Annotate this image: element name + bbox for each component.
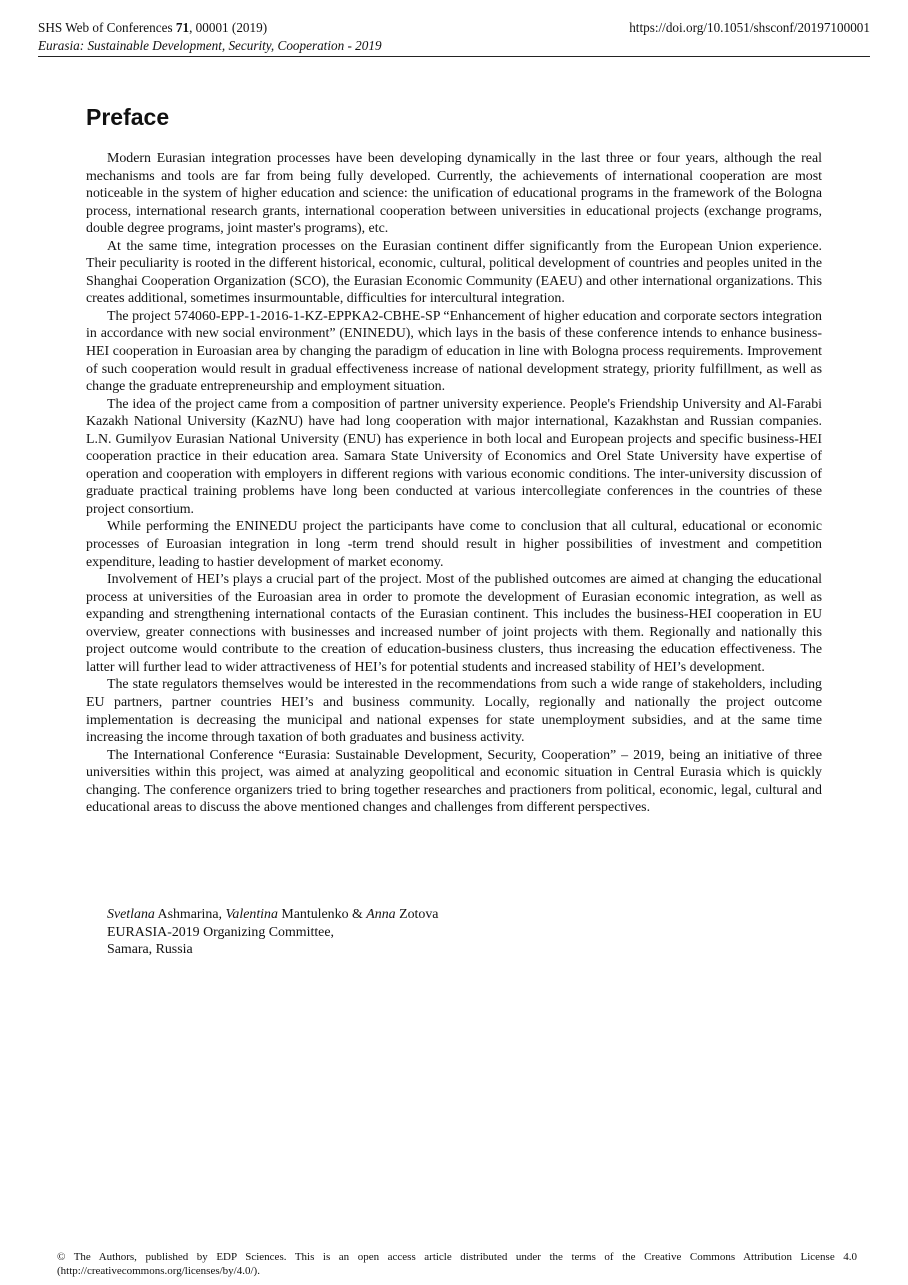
header-top-row: [38, 19, 870, 37]
paragraph: While performing the ENINEDU project the participants have come to conclusion that all cultural, educational or economic processes of Euroasian integration in long -term trend should result in higher possibilities of investment and competition expenditure, leading to hastier development of market economy.: [86, 519, 822, 570]
license-footer: © The Authors, published by EDP Sciences. This is an open access article distributed under the terms of the Creative Commons Attribution License 4.0 (http://creativecommons.org/licenses/by/4.0/).: [57, 1251, 857, 1277]
paragraph: The project 574060-EPP-1-2016-1-KZ-EPPKA2-CBHE-SP “Enhancement of higher education and corporate sectors integration in accordance with new social environment” (ENINEDU), which lays in the basis of these conference intends to enhance business-HEI cooperation in Euroasian area by changing the paradigm of education in line with Bologna process requirements. Improvement of such cooperation would result in gradual effectiveness increase of national development strategy, priority fulfillment, as well as change the graduate entrepreneurship and employment situation.: [86, 308, 822, 395]
header-divider: [38, 56, 870, 57]
author-last-name: Zotova: [395, 907, 439, 922]
signature-block: [107, 906, 438, 959]
journal-citation: [38, 19, 267, 37]
author-last-name: Ashmarina: [154, 907, 219, 922]
paragraph: At the same time, integration processes on the Eurasian continent differ significantly from the European Union experience. Their peculiarity is rooted in the different historical, economic, cultural, political development of countries and peoples united in the Shanghai Cooperation Organization (SCO), the Eurasian Economic Community (EAEU) and other international organizations. This creates additional, sometimes insurmountable, difficulties for intercultural integration.: [86, 238, 822, 307]
paragraph: The International Conference “Eurasia: Sustainable Development, Security, Cooperation” – 2019, being an initiative of three universities within this project, was aimed at analyzing geopolitical and economic situation in Central Eurasia which is quickly changing. The conference organizers tried to bring together researches and practioners from political, economic, legal, cultural and educational areas to discuss the above mentioned changes and challenges from different perspectives.: [86, 747, 822, 816]
signature-authors: [107, 906, 438, 924]
signature-committee: EURASIA-2019 Organizing Committee,: [107, 924, 334, 940]
author-last-name: Mantulenko: [277, 907, 349, 922]
journal-name: SHS Web of Conferences: [38, 20, 176, 35]
page-title: Preface: [86, 104, 170, 130]
journal-volume: 71: [175, 20, 190, 35]
paragraph: The idea of the project came from a composition of partner university experience. People's Friendship University and Al-Farabi Kazakh National University (KazNU) have had long cooperation with major international, Kazakhstan and Russian companies. L.N. Gumilyov Eurasian National University (ENU) has experience in both local and European projects and specific business-HEI cooperation practice in their education area. Samara State University of Economics and Orel State University have expertise of operation and cooperation with employers in different regions with various economic conditions. The inter-university discussion of graduate practical training problems have long been conducted at various intercollegiate conferences in the countries of these project consortium.: [86, 396, 822, 517]
running-header: [38, 19, 870, 54]
paragraph: Modern Eurasian integration processes have been developing dynamically in the last three or four years, although the real mechanisms and tools are far from being fully developed. Currently, the achievements of international cooperation are most noticeable in the system of higher education and science: the unification of educational programs in the framework of the Bologna process, international research grants, international cooperation between universities in educational projects (exchange programs, double degree programs, joint master's programs), etc.: [86, 151, 822, 237]
author-first-name: Svetlana: [107, 907, 155, 922]
paragraph: Involvement of HEI’s plays a crucial part of the project. Most of the published outcomes are aimed at changing the educational process at universities of the Euroasian area in order to promote the development of Eurasian economic integration, as well as expanding and strengthening international contacts of the Eurasian continent. This includes the business-HEI cooperation in EU overview, greater connections with businesses and increased number of joint projects with them. Regionally and nationally this project outcome would contribute to the creation of education-business clusters, thus increasing the education effectiveness. The latter will further lead to wider attractiveness of HEI’s for potential students and increased stability of HEI’s development.: [86, 572, 822, 675]
conference-name: Eurasia: Sustainable Development, Security, Cooperation - 2019: [38, 37, 382, 53]
paragraph: The state regulators themselves would be interested in the recommendations from such a wide range of stakeholders, including EU partners, partner countries HEI’s and business community. Locally, regionally and nationally the project outcome implementation is decreasing the municipal and national expenses for state unemployment subsidies, and at the same time increasing the income through taxation of both graduates and business activity.: [86, 677, 822, 746]
journal-issue-year: , 00001 (2019): [189, 20, 268, 35]
author-separator: ,: [218, 907, 226, 922]
doi-link[interactable]: https://doi.org/10.1051/shsconf/20197100001: [629, 20, 870, 35]
preface-body: [86, 150, 822, 817]
author-first-name: Valentina: [225, 907, 278, 922]
author-first-name: Anna: [366, 907, 396, 922]
author-separator: &: [348, 907, 367, 922]
signature-location: Samara, Russia: [107, 942, 193, 958]
